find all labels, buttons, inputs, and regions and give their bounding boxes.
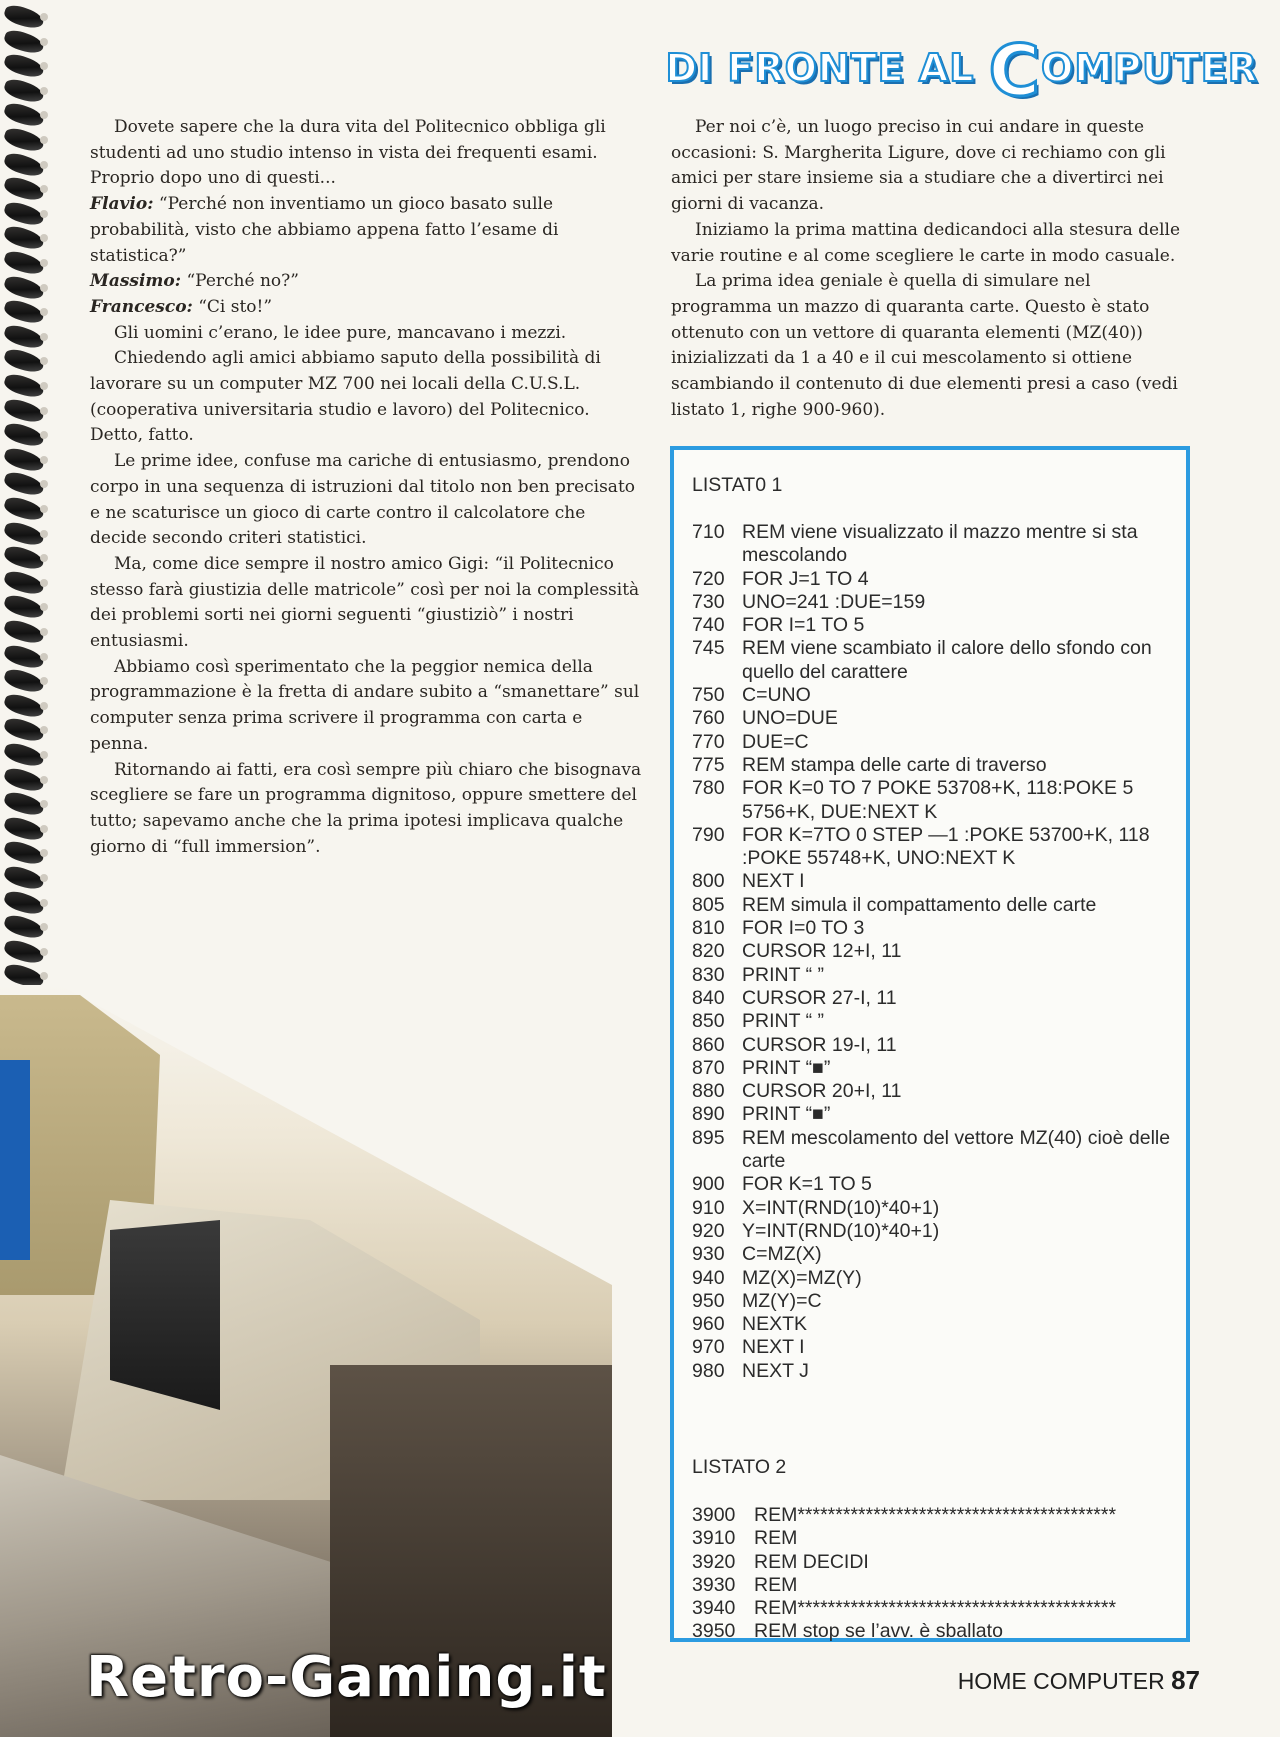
- code-statement: NEXT I: [742, 1336, 805, 1359]
- binding-hole: [40, 923, 48, 931]
- code-line: [692, 1597, 1176, 1620]
- code-line: [692, 521, 1176, 568]
- paragraph: Dovete sapere che la dura vita del Politecnico obbliga gli studenti ad uno studio intenso in vista dei frequenti esami. Proprio dopo uno di questi...: [90, 117, 606, 189]
- line-number: 820: [692, 940, 725, 963]
- code-line: [692, 754, 1176, 777]
- watermark: Retro-Gaming.it: [86, 1645, 607, 1710]
- header-big-c: C: [988, 30, 1042, 112]
- code-line: [692, 684, 1176, 707]
- binding-hole: [40, 284, 48, 292]
- binding-hole: [40, 407, 48, 415]
- binding-hole: [40, 874, 48, 882]
- computer-photo: [0, 985, 612, 1737]
- code-statement: MZ(X)=MZ(Y): [742, 1266, 862, 1289]
- code-statement: PRINT “■”: [742, 1103, 831, 1126]
- paragraph: Abbiamo così sperimentato che la peggior nemica della programmazione è la fretta di andare subito a “smanettare” sul computer senza prima scrivere il programma con carta e penna.: [90, 656, 640, 754]
- line-number: 710: [692, 521, 725, 543]
- code-statement: REM mescolamento del vettore MZ(40) cioè delle carte: [742, 1126, 1176, 1173]
- code-line: [692, 1080, 1176, 1103]
- line-number: 910: [692, 1196, 725, 1219]
- code-statement: C=MZ(X): [742, 1243, 822, 1266]
- page-footer: [958, 1665, 1200, 1696]
- binding-hole: [40, 38, 48, 46]
- line-number: 3950: [692, 1620, 736, 1643]
- line-number: 750: [692, 684, 725, 707]
- binding-hole: [40, 357, 48, 365]
- section-header: [665, 30, 1258, 112]
- line-number: 3940: [692, 1597, 736, 1620]
- binding-hole: [40, 677, 48, 685]
- code-line: [692, 777, 1176, 824]
- code-statement: NEXT I: [742, 870, 805, 893]
- code-statement: REM DECIDI: [754, 1550, 869, 1573]
- code-statement: PRINT “■”: [742, 1056, 831, 1079]
- binding-hole: [40, 185, 48, 193]
- binding-hole: [40, 136, 48, 144]
- line-number: 3930: [692, 1573, 736, 1596]
- line-number: 980: [692, 1359, 725, 1382]
- line-number: 900: [692, 1173, 725, 1196]
- dialogue-text: “Perché non inventiamo un gioco basato sulle probabilità, visto che abbiamo appena fatto l’esame di statistica?”: [90, 194, 559, 266]
- code-line: [692, 917, 1176, 940]
- line-number: 760: [692, 707, 725, 730]
- code-statement: REM stop se l’avv. è sballato: [754, 1620, 1003, 1643]
- code-line: [692, 568, 1176, 591]
- code-statement: REM stampa delle carte di traverso: [742, 753, 1047, 776]
- paragraph: Chiedendo agli amici abbiamo saputo della possibilità di lavorare su un computer MZ 700 nei locali della C.U.S.L. (cooperativa universitaria studio e lavoro) del Politecnico. Detto, fatto.: [90, 348, 601, 446]
- code-line: [692, 1527, 1176, 1550]
- binding-hole: [40, 234, 48, 242]
- dialogue-text: “Ci sto!”: [192, 296, 273, 317]
- binding-hole: [40, 776, 48, 784]
- binding-hole: [40, 530, 48, 538]
- dialogue-line: [90, 269, 645, 295]
- code-statement: REM: [754, 1527, 798, 1550]
- binding-hole: [40, 161, 48, 169]
- code-statement: REM viene visualizzato il mazzo mentre si sta mescolando: [742, 521, 1143, 567]
- code-line: [692, 731, 1176, 754]
- binding-hole: [40, 480, 48, 488]
- magazine-name: HOME COMPUTER: [957, 1668, 1172, 1694]
- line-number: 720: [692, 567, 725, 590]
- code-line: [692, 1010, 1176, 1033]
- code-line: [692, 637, 1176, 684]
- code-line: [692, 987, 1176, 1010]
- code-line: [692, 1574, 1176, 1597]
- binding-hole: [40, 333, 48, 341]
- binding-hole: [40, 849, 48, 857]
- line-number: 740: [692, 614, 725, 637]
- line-number: 780: [692, 777, 725, 800]
- paragraph: La prima idea geniale è quella di simulare nel programma un mazzo di quaranta carte. Questo è stato ottenuto con un vettore di quaranta elementi (MZ(40)) inizializzati da 1 a 40 e il cui mescolamento si ottiene scambiando il contenuto di due elementi presi a caso (vedi listato 1, righe 900-960).: [671, 271, 1178, 420]
- code-statement: REM******************************************: [754, 1504, 1117, 1526]
- code-line: [692, 1220, 1176, 1243]
- code-statement: REM viene scambiato il calore dello sfondo con quello del carattere: [742, 637, 1158, 683]
- code-line: [692, 1360, 1176, 1383]
- code-statement: NEXT J: [742, 1359, 809, 1382]
- code-statement: C=UNO: [742, 684, 811, 707]
- line-number: 730: [692, 590, 725, 613]
- line-number: 810: [692, 917, 725, 940]
- code-line: [692, 1267, 1176, 1290]
- code-statement: FOR K=0 TO 7 POKE 53708+K, 118:POKE 5 5756+K, DUE:NEXT K: [742, 777, 1139, 823]
- binding-hole: [40, 825, 48, 833]
- code-line: [692, 1197, 1176, 1220]
- code-statement: Y=INT(RND(10)*40+1): [742, 1219, 940, 1242]
- listing2-title: LISTATO 2: [692, 1456, 787, 1478]
- line-number: 3920: [692, 1550, 736, 1573]
- speaker-name: Francesco:: [90, 296, 193, 317]
- binding-hole: [40, 308, 48, 316]
- binding-hole: [40, 13, 48, 21]
- paragraph: Iniziamo la prima mattina dedicandoci alla stesura delle varie routine e al come scegliere le carte in modo casuale.: [671, 219, 1181, 266]
- line-number: 840: [692, 986, 725, 1009]
- code-statement: REM simula il compattamento delle carte: [742, 893, 1097, 916]
- code-line: [692, 1173, 1176, 1196]
- right-text-column: [671, 115, 1196, 423]
- code-line: [692, 1057, 1176, 1080]
- code-line: [692, 1336, 1176, 1359]
- code-line: [692, 1127, 1176, 1174]
- listing1-rows: [692, 521, 1176, 1383]
- line-number: 895: [692, 1126, 725, 1149]
- code-statement: CURSOR 19-I, 11: [742, 1033, 897, 1056]
- code-statement: FOR K=7TO 0 STEP —1 :POKE 53700+K, 118 :POKE 55748+K, UNO:NEXT K: [742, 823, 1155, 870]
- code-line: [692, 1551, 1176, 1574]
- binding-hole: [40, 653, 48, 661]
- binding-hole: [40, 554, 48, 562]
- line-number: 940: [692, 1266, 725, 1289]
- header-text-2: OMPUTER: [1041, 46, 1258, 90]
- code-line: [692, 1504, 1176, 1527]
- dialogue-line: [90, 295, 645, 321]
- binding-hole: [40, 87, 48, 95]
- binding-hole: [40, 948, 48, 956]
- line-number: 870: [692, 1056, 725, 1079]
- monitor-screen-blue: [0, 1060, 30, 1260]
- code-line: [692, 614, 1176, 637]
- code-statement: UNO=241 :DUE=159: [742, 590, 926, 613]
- line-number: 800: [692, 870, 725, 893]
- binding-hole: [40, 899, 48, 907]
- binding-hole: [40, 259, 48, 267]
- line-number: 880: [692, 1080, 725, 1103]
- page-number: 87: [1171, 1665, 1200, 1695]
- code-line: [692, 1313, 1176, 1336]
- code-line: [692, 1103, 1176, 1126]
- binding-hole: [40, 972, 48, 980]
- listing1-title: LISTAT0 1: [692, 474, 783, 496]
- line-number: 745: [692, 637, 725, 660]
- monitor-screen-dark: [110, 1220, 220, 1410]
- code-statement: FOR K=1 TO 5: [742, 1173, 872, 1196]
- code-statement: MZ(Y)=C: [742, 1289, 822, 1312]
- line-number: 3900: [692, 1504, 736, 1526]
- code-statement: FOR I=0 TO 3: [742, 917, 865, 940]
- code-statement: REM: [754, 1573, 798, 1596]
- code-statement: FOR J=1 TO 4: [742, 567, 869, 590]
- paragraph: Ma, come dice sempre il nostro amico Gigi: “il Politecnico stesso farà giustizia delle matricole” così per noi la complessità dei problemi sorti nei giorni seguenti “giustiziò” i nostri entusiasmi.: [90, 553, 640, 652]
- line-number: 805: [692, 893, 725, 916]
- binding-hole: [40, 456, 48, 464]
- code-line: [692, 1620, 1176, 1643]
- binding-hole: [40, 431, 48, 439]
- binding-hole: [40, 603, 48, 611]
- code-line: [692, 964, 1176, 987]
- binding-hole: [40, 382, 48, 390]
- line-number: 860: [692, 1033, 725, 1056]
- binding-hole: [40, 579, 48, 587]
- code-line: [692, 591, 1176, 614]
- code-line: [692, 940, 1176, 963]
- line-number: 950: [692, 1289, 725, 1312]
- line-number: 850: [692, 1010, 725, 1033]
- code-line: [692, 707, 1176, 730]
- left-text-column: [90, 115, 645, 860]
- binding-hole: [40, 751, 48, 759]
- code-line: [692, 1243, 1176, 1266]
- code-line: [692, 824, 1176, 871]
- code-statement: NEXTK: [742, 1313, 808, 1336]
- code-statement: CURSOR 27-I, 11: [742, 986, 897, 1009]
- binding-hole: [40, 726, 48, 734]
- paragraph: Per noi c’è, un luogo preciso in cui andare in queste occasioni: S. Margherita Ligure, dove ci rechiamo con gli amici per stare insieme sia a studiare che a divertirci nei giorni di vacanza.: [671, 117, 1166, 215]
- binding-hole: [40, 702, 48, 710]
- code-statement: DUE=C: [742, 730, 809, 753]
- code-line: [692, 1290, 1176, 1313]
- line-number: 770: [692, 730, 725, 753]
- line-number: 775: [692, 753, 725, 776]
- spiral-binding: [0, 0, 58, 1000]
- paragraph: Le prime idee, confuse ma cariche di entusiasmo, prendono corpo in una sequenza di istruzioni dal titolo non ben precisato e ne scaturisce un gioco di carte contro il calcolatore che decide secondo criteri statistici.: [90, 451, 636, 549]
- code-statement: CURSOR 12+I, 11: [742, 940, 902, 963]
- binding-hole: [40, 505, 48, 513]
- code-statement: X=INT(RND(10)*40+1): [742, 1196, 940, 1219]
- dialogue-text: “Perché no?”: [181, 271, 299, 292]
- dialogue-line: [90, 192, 645, 269]
- binding-hole: [40, 628, 48, 636]
- code-statement: FOR I=1 TO 5: [742, 614, 865, 637]
- code-line: [692, 894, 1176, 917]
- paragraph: Ritornando ai fatti, era così sempre più chiaro che bisognava scegliere se fare un programma dignitoso, oppure smettere del tutto; sapevamo anche che la prima ipotesi implicava qualche giorno di “full immersion”.: [90, 759, 642, 857]
- line-number: 3910: [692, 1527, 736, 1550]
- binding-hole: [40, 62, 48, 70]
- line-number: 830: [692, 963, 725, 986]
- line-number: 890: [692, 1103, 725, 1126]
- header-text-1: DI FRONTE AL: [665, 46, 989, 90]
- line-number: 920: [692, 1219, 725, 1242]
- code-statement: UNO=DUE: [742, 707, 838, 730]
- line-number: 790: [692, 823, 725, 846]
- speaker-name: Massimo:: [90, 271, 182, 292]
- binding-hole: [40, 800, 48, 808]
- code-line: [692, 1034, 1176, 1057]
- paragraph: Gli uomini c’erano, le idee pure, mancavano i mezzi.: [114, 322, 567, 343]
- code-statement: CURSOR 20+I, 11: [742, 1080, 902, 1103]
- line-number: 960: [692, 1313, 725, 1336]
- code-statement: PRINT “ ”: [742, 1010, 824, 1033]
- code-statement: PRINT “ ”: [742, 963, 824, 986]
- code-listing-box: [670, 446, 1190, 1642]
- code-line: [692, 870, 1176, 893]
- binding-hole: [40, 210, 48, 218]
- speaker-name: Flavio:: [90, 194, 154, 215]
- binding-hole: [40, 111, 48, 119]
- listing2-rows: [692, 1504, 1176, 1644]
- code-statement: REM******************************************: [754, 1597, 1117, 1620]
- line-number: 930: [692, 1243, 725, 1266]
- line-number: 970: [692, 1336, 725, 1359]
